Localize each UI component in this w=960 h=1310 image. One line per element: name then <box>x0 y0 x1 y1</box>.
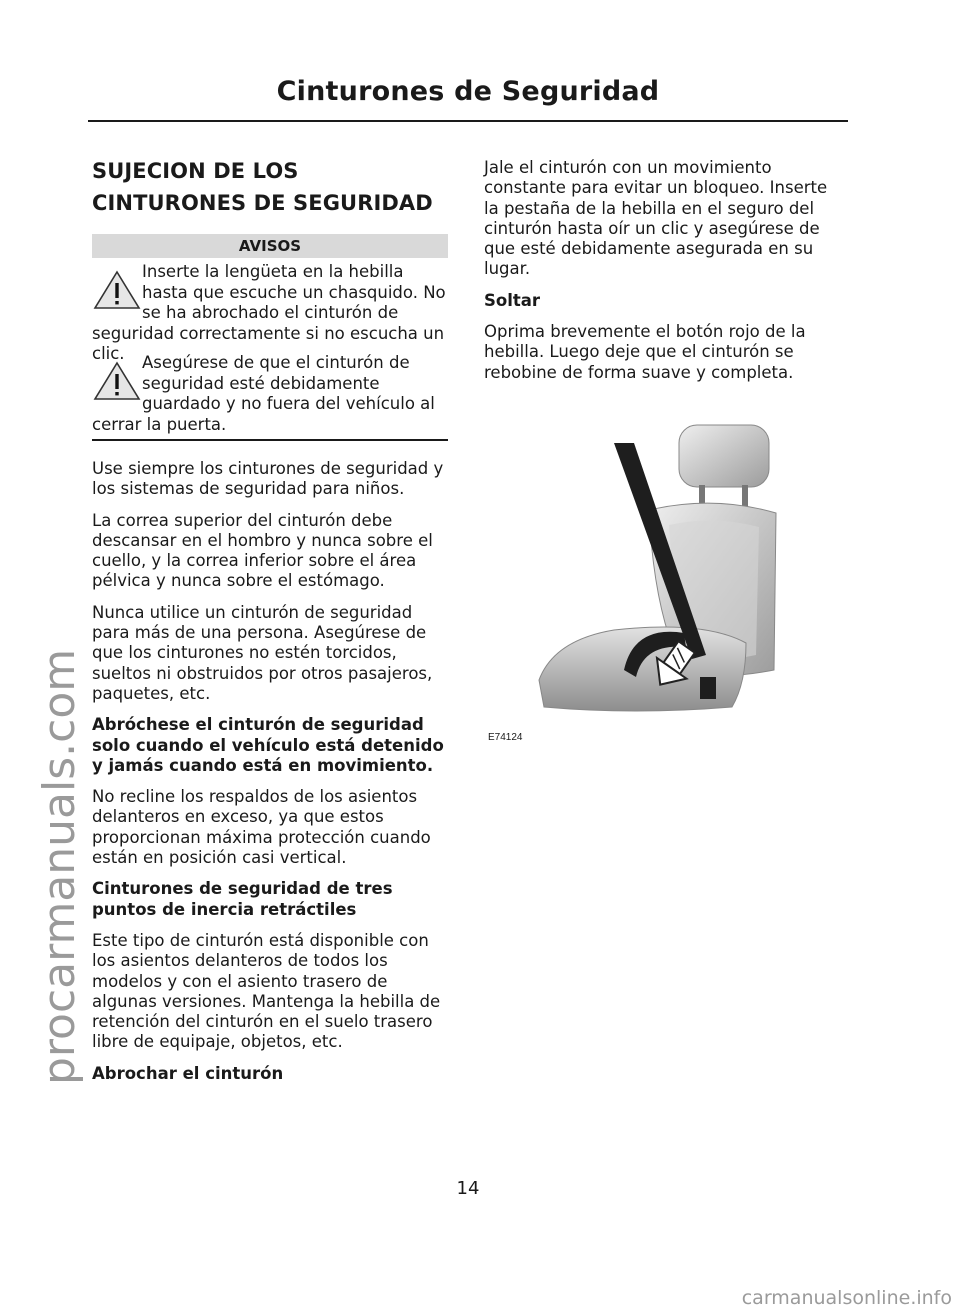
footer-watermark <box>572 1286 952 1308</box>
warning-item <box>92 262 448 365</box>
subheading: Soltar <box>484 290 541 310</box>
section-title <box>92 155 452 219</box>
section-title-line2: CINTURONES DE SEGURIDAD <box>92 191 433 215</box>
subheading: Cinturones de seguridad de tres puntos de inercia retráctiles <box>92 879 393 919</box>
right-body <box>484 158 840 394</box>
paragraph: Nunca utilice un cinturón de seguridad para más de una persona. Asegúrese de que los cinturones no estén torcidos, sueltos ni obstruidos por otros pasajeros, paquetes, etc. <box>92 602 433 703</box>
page-number: 14 <box>456 1178 480 1199</box>
section-title-line1: SUJECION DE LOS <box>92 159 299 183</box>
warning-item <box>92 353 448 435</box>
bold-paragraph: Abróchese el cinturón de seguridad solo cuando el vehículo está detenido y jamás cuando está en movimiento. <box>92 715 444 775</box>
warning-triangle-icon <box>92 268 142 312</box>
warning-triangle-icon <box>92 359 142 403</box>
seat-belt-illustration <box>484 415 784 745</box>
side-watermark <box>22 495 92 1085</box>
side-watermark-text: procarmanuals.com <box>34 648 85 1085</box>
figure-code: E74124 <box>488 732 523 743</box>
paragraph: Oprima brevemente el botón rojo de la hebilla. Luego deje que el cinturón se rebobine de forma suave y completa. <box>484 322 806 382</box>
warning-text: Inserte la lengüeta en la hebilla hasta que escuche un chasquido. No se ha abrochado el cinturón de seguridad correctamente si no escucha un clic. <box>92 262 446 363</box>
warnings-bar: AVISOS <box>92 234 448 258</box>
paragraph: No recline los respaldos de los asientos delanteros en exceso, ya que estos proporcionan máxima protección cuando están en posición casi vertical. <box>92 787 431 868</box>
left-body <box>92 459 452 1095</box>
paragraph: Jale el cinturón con un movimiento constante para evitar un bloqueo. Inserte la pestaña de la hebilla en el seguro del cinturón hasta oír un clic y asegúrese de que esté debidamente asegurada en su lugar. <box>484 158 828 279</box>
subheading: Abrochar el cinturón <box>92 1063 284 1083</box>
paragraph: Use siempre los cinturones de seguridad y los sistemas de seguridad para niños. <box>92 459 444 499</box>
paragraph: Este tipo de cinturón está disponible con los asientos delanteros de todos los modelos y con el asiento trasero de algunas versiones. Mantenga la hebilla de retención del cinturón en el suelo trasero libre de equipaje, objetos, etc. <box>92 930 441 1052</box>
footer-watermark-text: carmanualsonline.info <box>741 1287 952 1308</box>
warnings-divider <box>92 439 448 441</box>
header-divider <box>88 120 848 122</box>
warning-text: Asegúrese de que el cinturón de seguridad esté debidamente guardado y no fuera del vehículo al cerrar la puerta. <box>92 353 435 434</box>
paragraph: La correa superior del cinturón debe descansar en el hombro y nunca sobre el cuello, y la correa inferior sobre el área pélvica y nunca sobre el estómago. <box>92 510 433 591</box>
page-header-title: Cinturones de Seguridad <box>276 76 660 107</box>
